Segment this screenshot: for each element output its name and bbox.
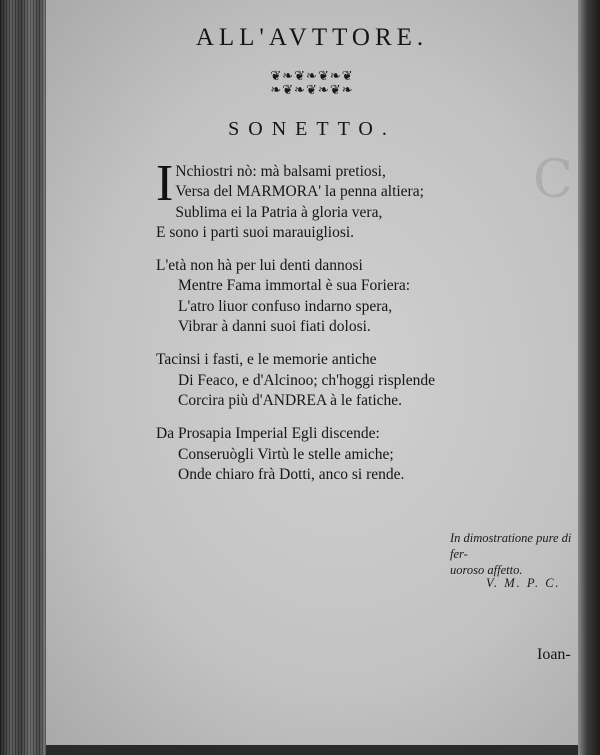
bleed-through-ink: C [533, 150, 573, 210]
floral-ornament [270, 70, 353, 98]
book-page [46, 0, 578, 745]
stanza-1 [156, 155, 556, 243]
poem-line: Tacinsi i fasti, e le memorie antiche [156, 351, 377, 369]
poem-line: L'età non hà per lui denti dannosi [156, 257, 363, 275]
poem-line: Nchiostri nò: mà balsami pretiosi, [175, 163, 386, 180]
poem-line: Vibrar à danni suoi fiati dolosi. [178, 318, 371, 336]
poem-subtitle: SONETTO. [228, 118, 396, 140]
ornament-row-top: ❦❧❦❧❦❧❦ [270, 69, 354, 84]
dedication-line: uoroso affetto. [450, 563, 523, 577]
poem-line: Versa del MARMORA' la penna altiera; [175, 183, 424, 201]
poem-line: Sublima ei la Patria à gloria vera, [175, 203, 383, 221]
author-initials: V. M. P. C. [486, 576, 561, 590]
poem-line: Conseruògli Virtù le stelle amiche; [178, 445, 394, 463]
page-title: ALL'AVTTORE. [195, 24, 429, 51]
scan-border-bottom [46, 745, 578, 755]
drop-cap: I [156, 155, 174, 212]
stanza-4 [156, 424, 556, 485]
ornament-row-bottom: ❧❦❧❦❧❦❧ [270, 83, 354, 98]
poem-line: E sono i parti suoi marauigliosi. [156, 223, 355, 241]
catchword: Ioan- [537, 646, 571, 663]
sonnet [156, 155, 556, 498]
book-gutter-right [578, 0, 600, 755]
poem-line: Mentre Fama immortal è sua Foriera: [178, 277, 411, 295]
poem-line: Da Prosapia Imperial Egli discende: [156, 425, 380, 443]
poem-line: Di Feaco, e d'Alcinoo; ch'hoggi risplende [178, 371, 435, 389]
poem-line: Corcira più d'ANDREA à le fatiche. [178, 391, 403, 409]
poem-line: L'atro liuor confuso indarno spera, [178, 297, 393, 315]
book-binding-left [0, 0, 46, 755]
stanza-3 [156, 350, 556, 411]
poem-line: Onde chiaro frà Dotti, anco si rende. [178, 465, 405, 483]
dedication-note [450, 530, 578, 578]
stanza-2 [156, 256, 556, 337]
dedication-line: In dimostratione pure di fer- [450, 531, 572, 561]
